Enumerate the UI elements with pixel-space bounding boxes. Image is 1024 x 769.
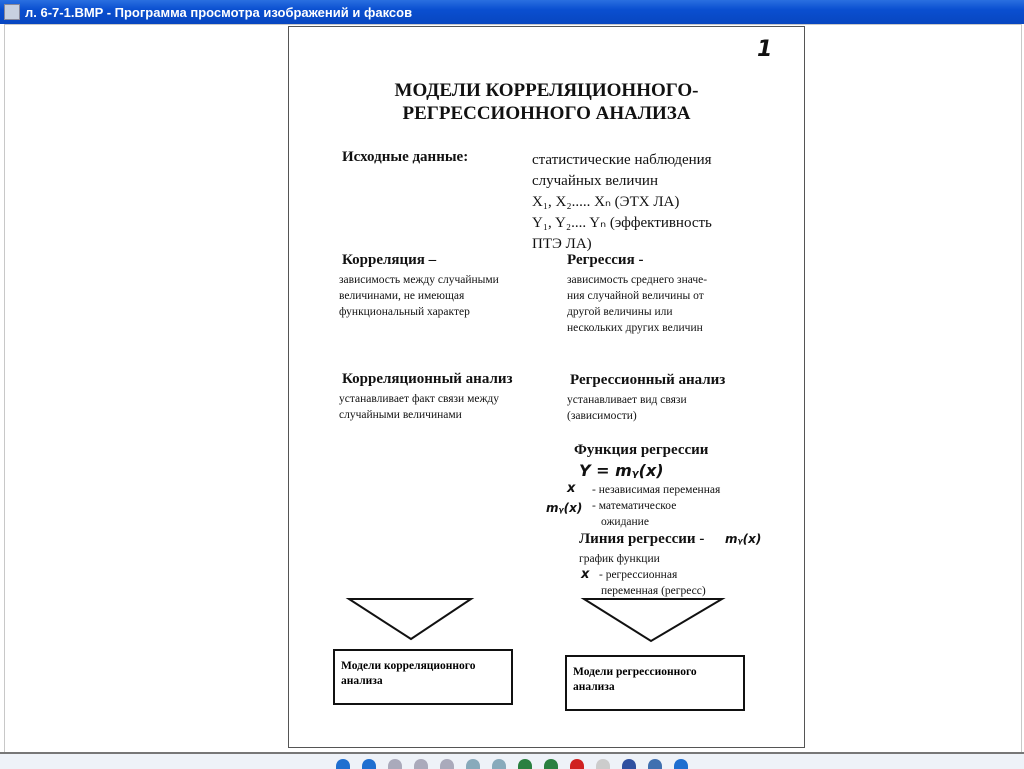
function-title: Функция регрессии bbox=[574, 442, 709, 458]
actual-size-icon[interactable] bbox=[414, 759, 428, 769]
funnel-shapes bbox=[289, 27, 804, 747]
triangle-left bbox=[349, 599, 471, 639]
document-image bbox=[288, 26, 805, 748]
x2-desc-2: переменная (регресс) bbox=[601, 585, 706, 597]
page-number: 1 bbox=[757, 37, 773, 62]
corr-analysis-line: устанавливает факт связи между bbox=[339, 393, 500, 405]
delete-icon[interactable] bbox=[570, 759, 584, 769]
viewer-toolbar bbox=[0, 752, 1024, 769]
zoom-out-icon[interactable] bbox=[492, 759, 506, 769]
rotate-counterclockwise-icon[interactable] bbox=[544, 759, 558, 769]
slideshow-icon[interactable] bbox=[440, 759, 454, 769]
previous-icon[interactable] bbox=[336, 759, 350, 769]
regr-analysis-line: устанавливает вид связи bbox=[567, 394, 687, 406]
source-label: Исходные данные: bbox=[342, 149, 469, 165]
box-correlation-models: Модели корреляционного анализа bbox=[333, 649, 513, 705]
help-icon[interactable] bbox=[674, 759, 688, 769]
corr-analysis-title: Корреляционный анализ bbox=[342, 371, 513, 387]
window-title: л. 6-7-1.BMP - Программа просмотра изображений и факсов bbox=[25, 4, 413, 20]
save-icon[interactable] bbox=[622, 759, 636, 769]
correlation-title: Корреляция – bbox=[342, 252, 437, 268]
box-regression-models: Модели регрессионного анализа bbox=[565, 655, 745, 711]
regression-line: другой величины или bbox=[567, 306, 673, 318]
source-line: X₁, X₂..... Xₙ (ЭТХ ЛА) bbox=[532, 194, 680, 210]
correlation-line: зависимость между случайными bbox=[339, 274, 499, 286]
edit-icon[interactable] bbox=[648, 759, 662, 769]
source-line: Y₁, Y₂.... Yₙ (эффективность bbox=[532, 215, 712, 231]
x2-symbol: x bbox=[581, 567, 590, 582]
line-title: Линия регрессии - bbox=[579, 531, 705, 547]
x-desc: - независимая переменная bbox=[592, 484, 721, 496]
corr-analysis-line: случайными величинами bbox=[339, 409, 462, 421]
regression-line: зависимость среднего значе- bbox=[567, 274, 708, 286]
x-symbol: x bbox=[567, 481, 576, 496]
my-desc-2: ожидание bbox=[601, 516, 649, 528]
line-desc: график функции bbox=[579, 553, 660, 565]
regression-line: ния случайной величины от bbox=[567, 290, 704, 302]
correlation-line: величинами, не имеющая bbox=[339, 290, 465, 302]
regression-title: Регрессия - bbox=[567, 252, 644, 268]
best-fit-icon[interactable] bbox=[388, 759, 402, 769]
x2-desc-1: - регрессионная bbox=[599, 569, 678, 581]
correlation-line: функциональный характер bbox=[339, 306, 470, 318]
rotate-clockwise-icon[interactable] bbox=[518, 759, 532, 769]
formula: Y = mᵧ(x) bbox=[579, 461, 664, 480]
source-line: ПТЭ ЛА) bbox=[532, 236, 592, 252]
app-icon bbox=[4, 4, 20, 20]
my-symbol: mᵧ(x) bbox=[546, 501, 583, 515]
line-symbol: mᵧ(x) bbox=[725, 532, 762, 546]
next-icon[interactable] bbox=[362, 759, 376, 769]
source-line: случайных величин bbox=[532, 173, 658, 189]
source-line: статистические наблюдения bbox=[532, 152, 712, 168]
print-icon[interactable] bbox=[596, 759, 610, 769]
regression-line: нескольких других величин bbox=[567, 322, 703, 334]
my-desc-1: - математическое bbox=[592, 500, 677, 512]
regr-analysis-line: (зависимости) bbox=[567, 410, 637, 422]
title-bar bbox=[0, 0, 1024, 24]
doc-title-1: МОДЕЛИ КОРРЕЛЯЦИОННОГО- bbox=[394, 80, 699, 101]
triangle-right bbox=[584, 599, 722, 641]
regr-analysis-title: Регрессионный анализ bbox=[570, 372, 726, 388]
doc-title-2: РЕГРЕССИОННОГО АНАЛИЗА bbox=[402, 103, 691, 124]
zoom-in-icon[interactable] bbox=[466, 759, 480, 769]
